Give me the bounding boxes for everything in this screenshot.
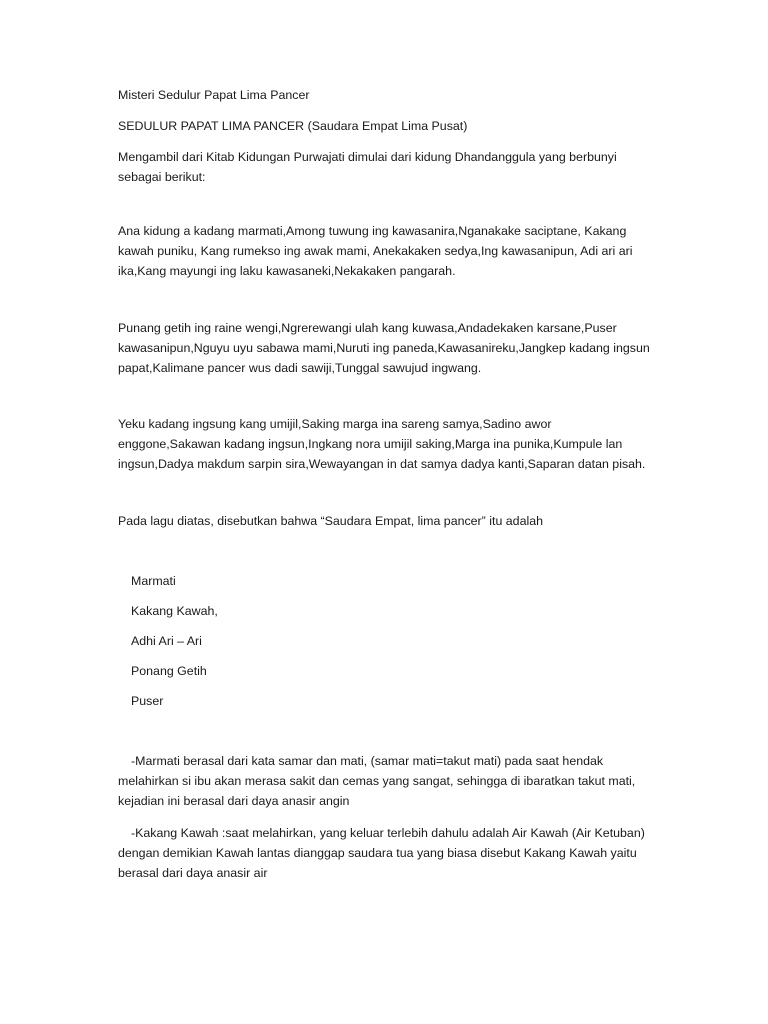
list-item-puser: Puser — [131, 694, 164, 708]
list-item-marmati: Marmati — [131, 574, 176, 588]
explanation-kakang-kawah: -Kakang Kawah :saat melahirkan, yang keluar terlebih dahulu adalah Air Kawah (Air Ketuban) dengan demikian Kawah lantas dianggap saudara tua yang biasa disebut Kakang Kawah yaitu berasal dari daya anasir air — [118, 826, 645, 880]
list-item-kakang-kawah: Kakang Kawah, — [131, 604, 218, 618]
document-subtitle: SEDULUR PAPAT LIMA PANCER (Saudara Empat Lima Pusat) — [118, 119, 468, 133]
document-title: Misteri Sedulur Papat Lima Pancer — [118, 88, 310, 102]
verse-paragraph-2: Punang getih ing raine wengi,Ngrerewangi ulah kang kuwasa,Andadekaken karsane,Puser kawasanipun,Nguyu uyu sabawa mami,Nuruti ing paneda,Kawasanireku,Jangkep kadang ingsun papat,Kalimane pancer wus dadi sawiji,Tunggal sawujud ingwang. — [118, 321, 650, 375]
verse-paragraph-1: Ana kidung a kadang marmati,Among tuwung ing kawasanira,Nganakake saciptane, Kakang kawah puniku, Kang rumekso ing awak mami, Anekakaken sedya,Ing kawasanipun, Adi ari ari ika,Kang mayungi ing laku kawasaneki,Nekakaken pangarah. — [118, 224, 633, 278]
statement-paragraph: Pada lagu diatas, disebutkan bahwa “Saudara Empat, lima pancer” itu adalah — [118, 514, 543, 528]
verse-paragraph-3: Yeku kadang ingsung kang umijil,Saking marga ina sareng samya,Sadino awor enggone,Sakawan kadang ingsun,Ingkang nora umijil saking,Marga ina punika,Kumpule lan ingsun,Dadya makdum sarpin sira,Wewayangan in dat samya dadya kanti,Saparan datan pisah. — [118, 417, 646, 471]
explanation-marmati: -Marmati berasal dari kata samar dan mati, (samar mati=takut mati) pada saat hendak melahirkan si ibu akan merasa sakit dan cemas yang sangat, sehingga di ibaratkan takut mati, kejadian ini berasal dari daya anasir angin — [118, 754, 636, 808]
intro-paragraph: Mengambil dari Kitab Kidungan Purwajati dimulai dari kidung Dhandanggula yang berbunyi sebagai berikut: — [118, 150, 617, 184]
list-item-ponang-getih: Ponang Getih — [131, 664, 207, 678]
list-item-adhi-ari-ari: Adhi Ari – Ari — [131, 634, 202, 648]
